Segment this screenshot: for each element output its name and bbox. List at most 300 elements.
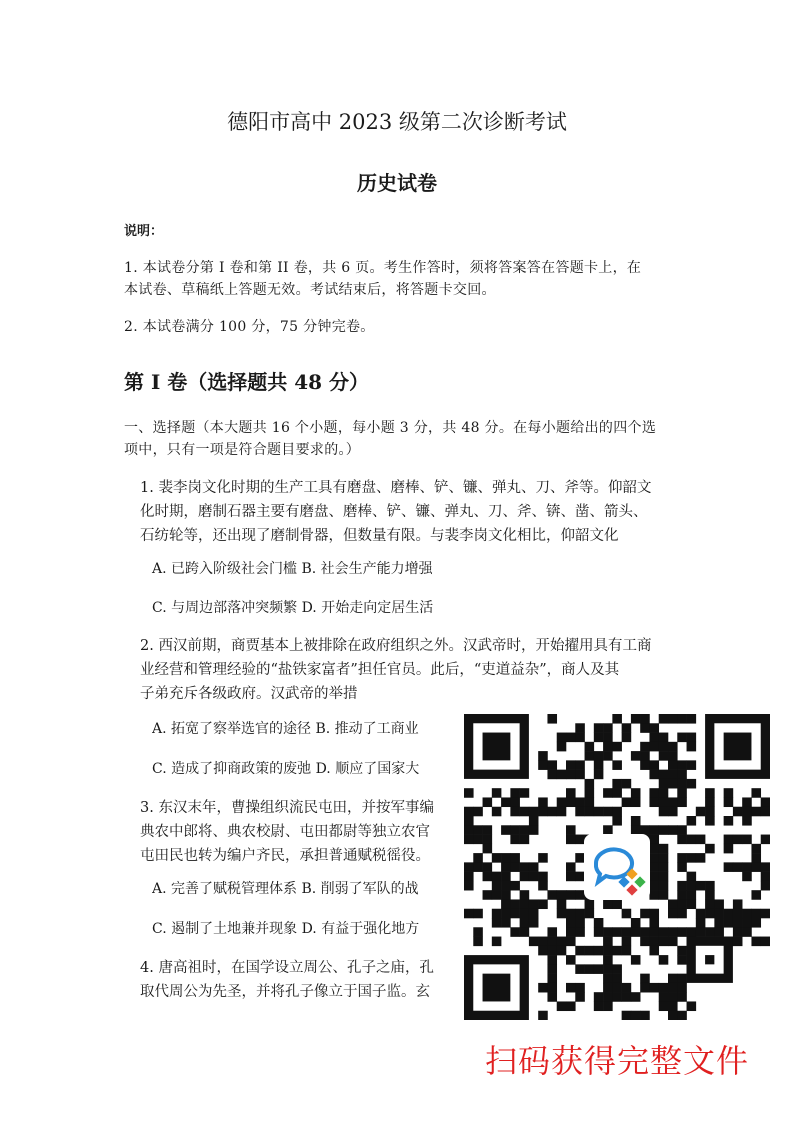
qr-module (575, 909, 585, 919)
qr-module (557, 797, 567, 807)
qr-module (473, 825, 483, 835)
qr-module (696, 881, 706, 891)
qr-module (724, 909, 734, 919)
question-2-line-3: 子弟充斥各级政府。汉武帝的举措 (140, 686, 358, 702)
qr-module (659, 742, 669, 752)
qr-module (659, 825, 669, 835)
qr-module (585, 751, 595, 761)
qr-module (510, 881, 520, 891)
qr-module (705, 816, 715, 826)
qr-module (483, 862, 493, 872)
qr-module (557, 909, 567, 919)
qr-module (751, 788, 761, 798)
qr-module (714, 909, 724, 919)
qr-module (464, 788, 474, 798)
qr-module (464, 825, 474, 835)
qr-module (538, 853, 548, 863)
qr-module (622, 946, 632, 956)
qr-module (603, 723, 613, 733)
qr-module (649, 946, 659, 956)
qr-module (631, 1011, 641, 1020)
qr-module (547, 890, 557, 900)
qr-module (649, 918, 659, 928)
qr-module (761, 937, 770, 947)
qr-module (668, 760, 678, 770)
qr-module (649, 853, 659, 863)
qr-module (733, 807, 743, 817)
qr-module (659, 927, 669, 937)
qr-module (557, 1001, 567, 1011)
qr-module (640, 909, 650, 919)
qr-module (501, 853, 511, 863)
qr-module (483, 872, 493, 882)
qr-module (547, 927, 557, 937)
qr-module (520, 872, 530, 882)
qr-module (733, 937, 743, 947)
qr-module (668, 983, 678, 993)
qr-module (677, 1011, 687, 1020)
qr-module (640, 927, 650, 937)
qr-module (594, 1001, 604, 1011)
qr-module (622, 927, 632, 937)
qr-module (575, 927, 585, 937)
question-1-line-1: 1. 裴李岗文化时期的生产工具有磨盘、磨棒、铲、镰、弹丸、刀、斧等。仰韶文 (140, 480, 652, 496)
qr-module (631, 751, 641, 761)
qr-module (649, 770, 659, 780)
qr-module (622, 797, 632, 807)
qr-module (649, 760, 659, 770)
qr-module (566, 788, 576, 798)
qr-module (687, 899, 697, 909)
qr-module (566, 937, 576, 947)
qr-module (659, 751, 669, 761)
qr-module (594, 992, 604, 1002)
note-item-2: 2. 本试卷满分 100 分，75 分钟完卷。 (124, 319, 375, 335)
qr-module (547, 955, 557, 965)
qr-module (761, 881, 770, 891)
qr-module (575, 770, 585, 780)
exam-title: 德阳市高中 2023 级第二次诊断考试 (227, 110, 567, 134)
qr-module (603, 733, 613, 743)
qr-module (677, 770, 687, 780)
qr-module (742, 807, 752, 817)
qr-module (622, 723, 632, 733)
qr-module (492, 909, 502, 919)
qr-module (557, 742, 567, 752)
qr-module (622, 779, 632, 789)
chat-logo-icon (584, 834, 650, 900)
qr-module (705, 927, 715, 937)
qr-module (612, 964, 622, 974)
qr-module (761, 807, 770, 817)
qr-module (677, 733, 687, 743)
qr-module (529, 899, 539, 909)
qr-module (659, 872, 669, 882)
qr-module (612, 816, 622, 826)
qr-module (566, 872, 576, 882)
qr-module (659, 788, 669, 798)
qr-module (585, 909, 595, 919)
qr-module (492, 937, 502, 947)
qr-module (696, 909, 706, 919)
qr-module (473, 853, 483, 863)
qr-module (668, 1011, 678, 1020)
qr-module (687, 835, 697, 845)
qr-module (594, 807, 604, 817)
qr-module (677, 899, 687, 909)
qr-module (585, 899, 595, 909)
qr-module (631, 955, 641, 965)
qr-module (510, 862, 520, 872)
qr-module (603, 751, 613, 761)
qr-module (492, 918, 502, 928)
qr-module (751, 862, 761, 872)
qr-module (622, 909, 632, 919)
qr-module (677, 825, 687, 835)
qr-module (622, 733, 632, 743)
qr-module (575, 835, 585, 845)
qr-module (575, 890, 585, 900)
qr-module (575, 992, 585, 1002)
qr-module (492, 872, 502, 882)
question-2-options-cd: C. 造成了抑商政策的废弛 D. 顺应了国家大 (152, 761, 420, 777)
qr-module (566, 909, 576, 919)
qr-module (751, 844, 761, 854)
question-3-options-ab: A. 完善了赋税管理体系 B. 削弱了军队的战 (152, 881, 419, 897)
qr-code-graphic (464, 714, 770, 1020)
qr-module (659, 844, 669, 854)
qr-module (696, 835, 706, 845)
qr-module (585, 742, 595, 752)
qr-module (566, 835, 576, 845)
qr-module (603, 788, 613, 798)
qr-module (612, 899, 622, 909)
qr-module (538, 797, 548, 807)
qr-module (742, 927, 752, 937)
section-1-instructions-line-2: 项中，只有一项是符合题目要求的。） (124, 442, 361, 458)
qr-module (529, 918, 539, 928)
qr-module (510, 835, 520, 845)
qr-module (705, 909, 715, 919)
qr-module (742, 797, 752, 807)
qr-module (705, 807, 715, 817)
qr-module (668, 992, 678, 1002)
qr-module (575, 723, 585, 733)
qr-module (705, 788, 715, 798)
qr-module (538, 807, 548, 817)
qr-module (603, 983, 613, 993)
qr-module (612, 983, 622, 993)
qr-module (640, 714, 650, 724)
qr-module (649, 835, 659, 845)
qr-module (492, 881, 502, 891)
qr-module (575, 853, 585, 863)
qr-module (677, 714, 687, 724)
qr-module (622, 992, 632, 1002)
qr-module (557, 937, 567, 947)
qr-module (575, 946, 585, 956)
qr-module (547, 983, 557, 993)
qr-module (677, 779, 687, 789)
qr-module (529, 816, 539, 826)
qr-module (603, 992, 613, 1002)
qr-module (594, 964, 604, 974)
qr-module (603, 974, 613, 984)
qr-module (501, 909, 511, 919)
qr-module (631, 992, 641, 1002)
qr-module (547, 946, 557, 956)
qr-module (640, 825, 650, 835)
qr-module (612, 946, 622, 956)
qr-module (464, 816, 474, 826)
question-3-line-2: 典农中郎将、典农校尉、屯田都尉等独立农官 (140, 824, 430, 840)
qr-module (668, 742, 678, 752)
qr-module (631, 714, 641, 724)
qr-module (501, 899, 511, 909)
qr-module (659, 779, 669, 789)
qr-module (585, 788, 595, 798)
qr-module (640, 760, 650, 770)
part-1-heading: 第 I 卷（选择题共 48 分） (124, 370, 370, 394)
qr-module (705, 899, 715, 909)
note-item-1-line-1: 1. 本试卷分第 I 卷和第 II 卷，共 6 页。考生作答时，须将答案答在答题卡上，在 (124, 260, 642, 276)
qr-module (677, 909, 687, 919)
qr-module (566, 862, 576, 872)
qr-module (594, 770, 604, 780)
qr-module (520, 825, 530, 835)
qr-module (585, 797, 595, 807)
qr-module (575, 760, 585, 770)
qr-module (649, 881, 659, 891)
qr-module (483, 825, 493, 835)
qr-module (724, 797, 734, 807)
qr-finder-top-left-center (483, 733, 511, 761)
qr-module (464, 909, 474, 919)
qr-module (510, 853, 520, 863)
qr-module (566, 955, 576, 965)
qr-module (687, 881, 697, 891)
qr-module (696, 807, 706, 817)
qr-module (687, 742, 697, 752)
qr-module (668, 797, 678, 807)
qr-module (510, 909, 520, 919)
qr-module (612, 927, 622, 937)
qr-module (538, 899, 548, 909)
question-4-line-2: 取代周公为先圣，并将孔子像立于国子监。玄 (140, 984, 430, 1000)
qr-module (575, 964, 585, 974)
qr-module (705, 797, 715, 807)
qr-module (631, 788, 641, 798)
qr-module (510, 825, 520, 835)
qr-module (585, 964, 595, 974)
qr-module (547, 760, 557, 770)
question-2-line-2: 业经营和管理经验的“盐铁家富者”担任官员。此后，“吏道益杂”，商人及其 (140, 662, 620, 678)
qr-module (594, 751, 604, 761)
qr-module (649, 844, 659, 854)
qr-module (492, 890, 502, 900)
qr-module (501, 825, 511, 835)
qr-module (566, 983, 576, 993)
qr-module (492, 788, 502, 798)
qr-module (547, 714, 557, 724)
qr-module (668, 779, 678, 789)
qr-module (501, 890, 511, 900)
qr-module (649, 742, 659, 752)
qr-module (575, 797, 585, 807)
qr-module (714, 918, 724, 928)
qr-module (640, 1011, 650, 1020)
qr-module (622, 983, 632, 993)
question-1-line-2: 化时期，磨制石器主要有磨盘、磨棒、铲、镰、弹丸、刀、斧、锛、凿、箭头、 (140, 504, 648, 520)
notes-label: 说明： (124, 224, 164, 239)
qr-module (677, 946, 687, 956)
qr-module (659, 955, 669, 965)
qr-module (529, 807, 539, 817)
qr-module (566, 918, 576, 928)
qr-module (696, 927, 706, 937)
qr-module (538, 872, 548, 882)
qr-module (529, 909, 539, 919)
qr-module (724, 816, 734, 826)
qr-module (464, 872, 474, 882)
qr-module (538, 760, 548, 770)
qr-module (659, 890, 669, 900)
qr-module (640, 742, 650, 752)
qr-module (705, 881, 715, 891)
qr-module (594, 760, 604, 770)
exam-subject: 历史试卷 (357, 171, 437, 195)
qr-module (696, 853, 706, 863)
qr-module (687, 927, 697, 937)
section-1-instructions-line-1: 一、选择题（本大题共 16 个小题，每小题 3 分，共 48 分。在每小题给出的四个选 (124, 420, 657, 436)
qr-module (761, 872, 770, 882)
qr-module (649, 723, 659, 733)
qr-module (724, 788, 734, 798)
qr-module (603, 1001, 613, 1011)
qr-module (677, 788, 687, 798)
qr-module (473, 862, 483, 872)
qr-module (705, 890, 715, 900)
qr-module (677, 983, 687, 993)
qr-module (649, 788, 659, 798)
qr-module (510, 899, 520, 909)
scan-for-full-file-text: 扫码获得完整文件 (484, 1042, 749, 1080)
qr-module (668, 1001, 678, 1011)
qr-module (538, 751, 548, 761)
qr-module (687, 853, 697, 863)
qr-module (520, 862, 530, 872)
qr-code[interactable] (464, 714, 770, 1020)
qr-module (714, 927, 724, 937)
qr-module (631, 927, 641, 937)
question-3-line-1: 3. 东汉末年，曹操组织流民屯田，并按军事编 (140, 800, 434, 816)
qr-module (547, 964, 557, 974)
qr-module (724, 918, 734, 928)
qr-module (612, 974, 622, 984)
qr-module (594, 918, 604, 928)
qr-module (649, 927, 659, 937)
qr-module (483, 844, 493, 854)
qr-module (687, 733, 697, 743)
qr-module (473, 927, 483, 937)
qr-module (473, 835, 483, 845)
qr-module (751, 918, 761, 928)
qr-module (585, 807, 595, 817)
qr-module (464, 862, 474, 872)
qr-module (566, 890, 576, 900)
qr-module (603, 937, 613, 947)
qr-module (622, 1011, 632, 1020)
qr-module (733, 862, 743, 872)
qr-module (501, 918, 511, 928)
qr-module (547, 992, 557, 1002)
qr-module (612, 788, 622, 798)
qr-module (687, 816, 697, 826)
qr-module (751, 807, 761, 817)
qr-module (594, 946, 604, 956)
qr-module (464, 835, 474, 845)
qr-module (631, 918, 641, 928)
qr-module (585, 779, 595, 789)
qr-module (659, 1001, 669, 1011)
qr-module (677, 853, 687, 863)
qr-module (687, 714, 697, 724)
qr-module (501, 862, 511, 872)
qr-module (631, 825, 641, 835)
qr-module (677, 797, 687, 807)
qr-module (612, 714, 622, 724)
qr-module (529, 937, 539, 947)
qr-module (659, 983, 669, 993)
qr-module (659, 807, 669, 817)
qr-module (751, 890, 761, 900)
qr-module (649, 733, 659, 743)
qr-module (501, 797, 511, 807)
qr-module (659, 992, 669, 1002)
qr-module (733, 927, 743, 937)
qr-module (612, 742, 622, 752)
qr-module (649, 909, 659, 919)
qr-module (566, 1001, 576, 1011)
qr-module (677, 835, 687, 845)
qr-module (575, 872, 585, 882)
qr-module (677, 881, 687, 891)
qr-finder-top-right-center (724, 733, 752, 761)
question-1-options-ab: A. 已跨入阶级社会门槛 B. 社会生产能力增强 (152, 561, 433, 577)
qr-module (659, 862, 669, 872)
qr-module (659, 714, 669, 724)
qr-module (547, 974, 557, 984)
qr-module (575, 918, 585, 928)
qr-module (520, 909, 530, 919)
qr-module (659, 853, 669, 863)
qr-module (677, 992, 687, 1002)
qr-module (668, 974, 678, 984)
question-1-options-cd: C. 与周边部落冲突频繁 D. 开始走向定居生活 (152, 600, 434, 616)
qr-module (566, 770, 576, 780)
qr-module (649, 797, 659, 807)
qr-module (557, 890, 567, 900)
qr-module (566, 927, 576, 937)
qr-module (668, 807, 678, 817)
qr-module (566, 760, 576, 770)
qr-module (761, 835, 770, 845)
qr-module (640, 751, 650, 761)
qr-module (687, 1001, 697, 1011)
qr-module (751, 853, 761, 863)
qr-module (566, 733, 576, 743)
qr-module (668, 825, 678, 835)
